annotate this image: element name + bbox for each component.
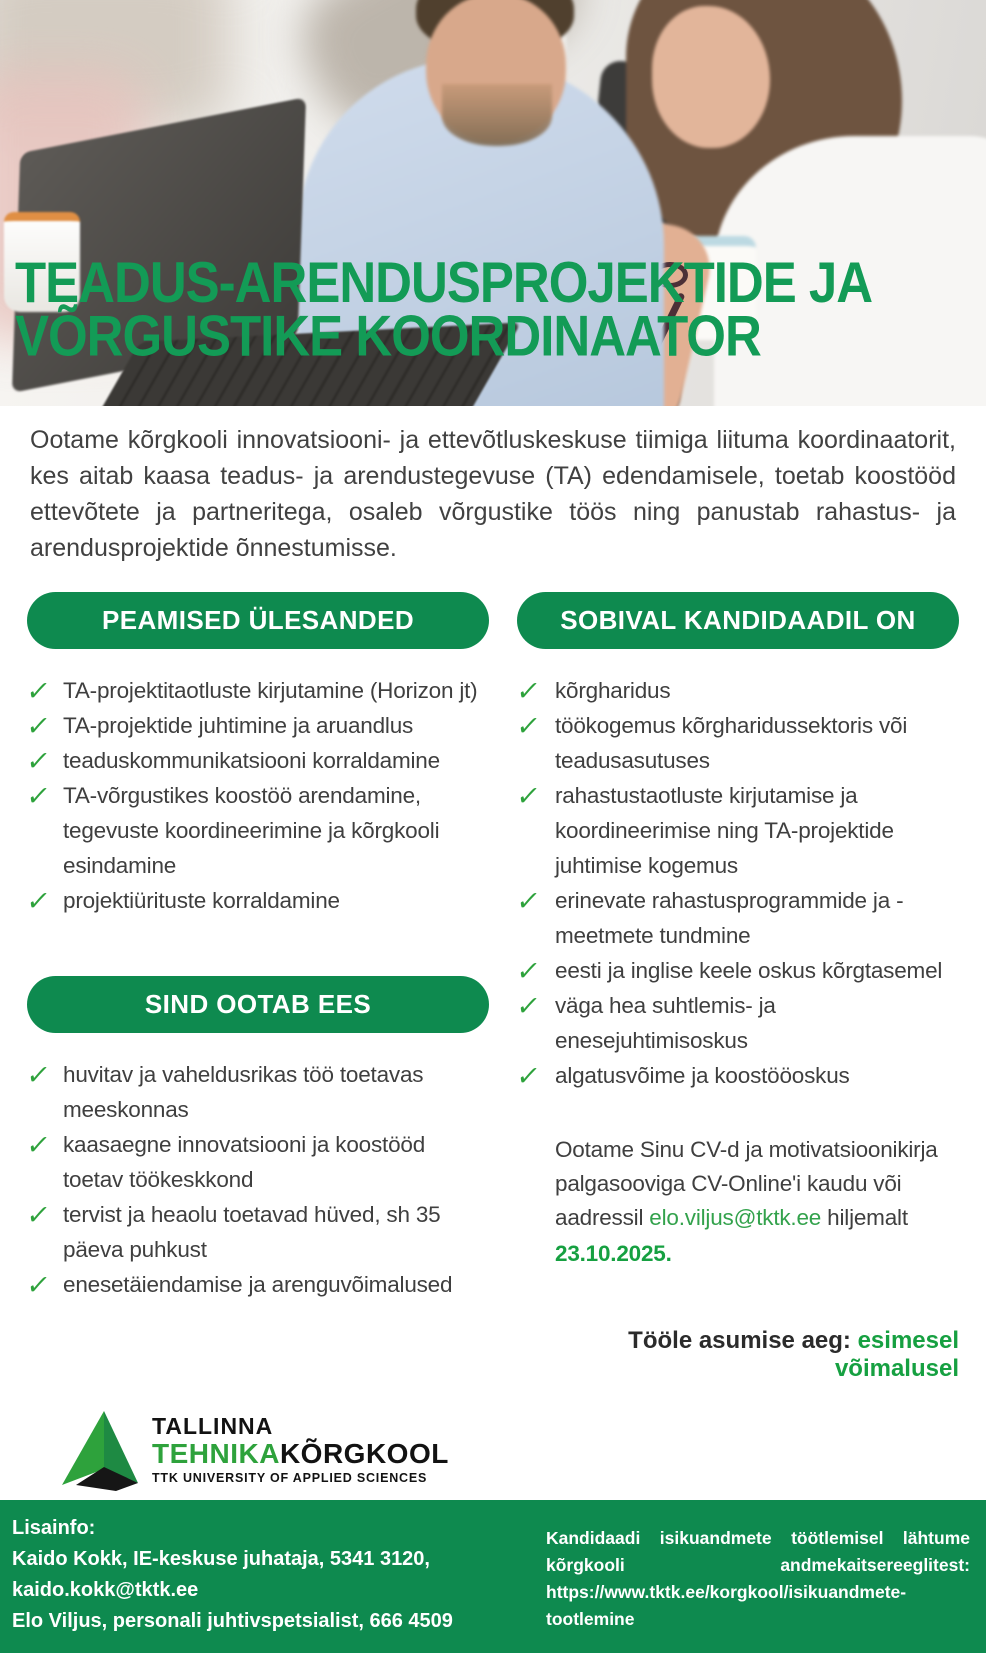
candidate-list — [514, 673, 959, 1093]
list-item-text: huvitav ja vaheldusrikas töö toetavas meeskonnas — [63, 1062, 424, 1122]
check-icon: ✓ — [24, 1200, 53, 1230]
start-date-label: Tööle asumise aeg: — [628, 1327, 858, 1354]
list-item-text: erinevate rahastusprogrammide ja -meetmete tundmine — [555, 888, 904, 948]
list-item-text: TA-projektitaotluste kirjutamine (Horizon jt) — [63, 678, 478, 703]
list-item — [514, 953, 959, 988]
footer-contact-line1: Kaido Kokk, IE-keskuse juhataja, 5341 3120, — [12, 1548, 430, 1570]
check-icon: ✓ — [514, 1061, 543, 1091]
offer-list — [24, 1057, 489, 1302]
list-item — [24, 708, 489, 743]
list-item — [514, 1058, 959, 1093]
list-item — [514, 778, 959, 883]
check-icon: ✓ — [24, 746, 53, 776]
logo-text — [152, 1409, 449, 1485]
ttk-logo — [54, 1409, 986, 1493]
check-icon: ✓ — [24, 1130, 53, 1160]
list-item — [24, 1267, 489, 1302]
content-columns — [0, 566, 986, 1383]
footer-contact-info — [12, 1513, 510, 1637]
list-item-text: rahastustaotluste kirjutamise ja koordineerimise ning TA-projektide juhtimise kogemus — [555, 783, 894, 878]
start-date-value: esimesel võimalusel — [834, 1327, 959, 1382]
check-icon: ✓ — [514, 991, 543, 1021]
check-icon: ✓ — [514, 781, 543, 811]
deadline-text: 23.10.2025. — [555, 1241, 672, 1266]
check-icon: ✓ — [514, 711, 543, 741]
logo-line2-black: KÕRGKOOL — [279, 1438, 449, 1469]
footer-contact-line2: kaido.kokk@tktk.ee — [12, 1579, 199, 1601]
check-icon: ✓ — [514, 956, 543, 986]
check-icon: ✓ — [24, 1060, 53, 1090]
list-item — [514, 708, 959, 778]
logo-line3: TTK UNIVERSITY OF APPLIED SCIENCES — [152, 1471, 428, 1485]
application-paragraph — [555, 1133, 959, 1271]
footer-contact-line3: Elo Viljus, personali juhtivspetsialist, 666 4509 — [12, 1610, 453, 1632]
section-heading-offer: SIND OOTAB EES — [27, 976, 489, 1033]
section-heading-candidate: SOBIVAL KANDIDAADIL ON — [517, 592, 959, 649]
list-item-text: projektiürituste korraldamine — [63, 888, 340, 913]
list-item-text: TA-projektide juhtimine ja aruandlus — [63, 713, 414, 738]
column-right — [514, 566, 959, 1383]
list-item-text: teaduskommunikatsiooni korraldamine — [63, 748, 440, 773]
email-link[interactable]: elo.viljus@tktk.ee — [649, 1205, 822, 1230]
start-date-line — [517, 1327, 959, 1383]
woman-face-shape — [652, 6, 770, 148]
list-item — [514, 883, 959, 953]
logo-line1: TALLINNA — [152, 1413, 274, 1439]
application-text-after: hiljemalt — [821, 1205, 908, 1230]
check-icon: ✓ — [514, 886, 543, 916]
logo-pyramid-icon — [54, 1409, 140, 1493]
list-item — [24, 1057, 489, 1127]
list-item — [514, 673, 959, 708]
hero-photo — [0, 0, 986, 406]
page-title-line2: VÕRGUSTIKE KOORDINAATOR — [15, 304, 761, 368]
footer — [0, 1500, 986, 1653]
man-beard-shape — [442, 84, 552, 146]
application-text-before: Ootame Sinu CV-d ja motivatsioonikirja palgasooviga CV-Online'i kaudu või aadressil — [555, 1137, 938, 1230]
list-item — [514, 988, 959, 1058]
privacy-url-link[interactable]: https://www.tktk.ee/korgkool/isikuandmete-tootlemine — [546, 1582, 907, 1629]
section-heading-tasks: PEAMISED ÜLESANDED — [27, 592, 489, 649]
page-title — [15, 250, 873, 368]
tasks-list — [24, 673, 489, 918]
check-icon: ✓ — [24, 1270, 53, 1300]
list-item — [24, 1197, 489, 1267]
list-item-text: algatusvõime ja koostööoskus — [555, 1063, 850, 1088]
check-icon: ✓ — [24, 711, 53, 741]
list-item-text: tervist ja heaolu toetavad hüved, sh 35 päeva puhkust — [63, 1202, 441, 1262]
list-item — [24, 1127, 489, 1197]
column-left — [24, 566, 489, 1383]
privacy-text: Kandidaadi isikuandmete töötlemisel lähtume kõrgkooli andmekaitsereeglitest: — [546, 1528, 970, 1575]
check-icon: ✓ — [24, 781, 53, 811]
list-item — [24, 673, 489, 708]
check-icon: ✓ — [24, 886, 53, 916]
logo-line2 — [152, 1440, 449, 1468]
list-item-text: väga hea suhtlemis- ja enesejuhtimisoskus — [555, 993, 776, 1053]
page-title-line1: TEADUS-ARENDUSPROJEKTIDE JA — [15, 250, 873, 315]
list-item-text: töökogemus kõrgharidussektoris või teadusasutuses — [555, 713, 908, 773]
intro-text: Ootame kõrgkooli innovatsiooni- ja ettevõtluskeskuse tiimiga liituma koordinaatorit, kes aitab kaasa teadus- ja arendustegevuse (TA) edendamisele, toetab koostööd ettevõtete ja partneritega, osaleb võrgustike töös ning panustab rahastus- ja arendusprojektide õnnestumisse. — [30, 426, 956, 562]
list-item — [24, 778, 489, 883]
logo-line2-green: TEHNIKA — [152, 1438, 280, 1469]
footer-privacy-note — [546, 1525, 974, 1637]
list-item — [24, 883, 489, 918]
list-item-text: kõrgharidus — [555, 678, 671, 703]
check-icon: ✓ — [24, 676, 53, 706]
footer-heading: Lisainfo: — [12, 1517, 96, 1539]
list-item-text: TA-võrgustikes koostöö arendamine, tegevuste koordineerimine ja kõrgkooli esindamine — [63, 783, 440, 878]
check-icon: ✓ — [514, 676, 543, 706]
list-item-text: enesetäiendamise ja arenguvõimalused — [63, 1272, 453, 1297]
list-item — [24, 743, 489, 778]
list-item-text: eesti ja inglise keele oskus kõrgtasemel — [555, 958, 943, 983]
list-item-text: kaasaegne innovatsiooni ja koostööd toetav töökeskkond — [63, 1132, 426, 1192]
